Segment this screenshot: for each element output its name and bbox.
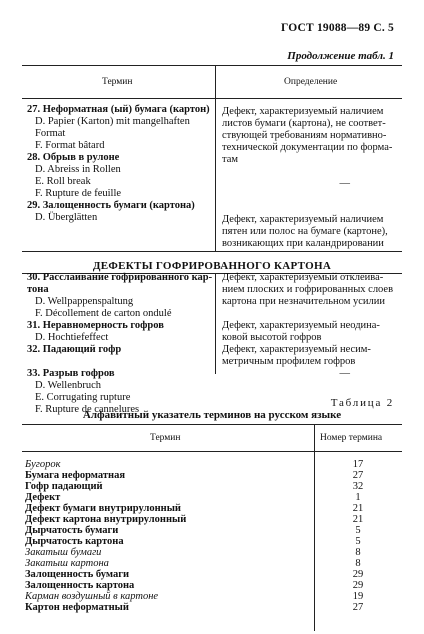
term-line: 33. Разрыв гофров (27, 368, 115, 379)
table-2 (22, 424, 402, 631)
index-term: Дырчатость картона (25, 536, 124, 547)
index-term: Карман воздушный в картоне (25, 591, 159, 602)
term-line: D. Überglätten (35, 212, 98, 223)
index-term: Дырчатость бумаги (25, 525, 119, 536)
term-line: F. Rupture de cannelures (35, 404, 140, 415)
index-term-number: 8 (355, 547, 361, 558)
definition-line: технической документации по формa- (222, 142, 393, 153)
term-line: D. Wellenbruch (35, 380, 102, 391)
term-line: F. Rupture de feuille (35, 188, 122, 199)
term-line: 32. Падающий гофр (27, 344, 122, 355)
term-line: E. Roll break (35, 176, 91, 187)
index-term-number: 17 (352, 459, 364, 470)
table1-definitions (222, 106, 400, 250)
index-term: Закатыш бумаги (25, 547, 102, 558)
definition-line: листов бумаги (картона), не соответ- (222, 118, 386, 129)
table-2-label: Таблица 2 (330, 397, 394, 409)
column-divider (215, 66, 216, 251)
section-title: ДЕФЕКТЫ ГОФРИРОВАННОГО КАРТОНА (92, 260, 332, 272)
definition-line: ковой высотой гофров (222, 332, 322, 343)
index-term: Бугорок (25, 459, 61, 470)
index-term-number: 27 (352, 602, 364, 613)
table-1 (22, 65, 402, 252)
index-term-number: 32 (352, 481, 364, 492)
column-header-definition: Определение (284, 77, 338, 87)
definition-line: Дефект, характеризуемый несим- (222, 344, 371, 355)
term-line: 30. Расслаивание гофрированного кар- (27, 272, 213, 283)
index-term-number: 21 (352, 503, 364, 514)
index-term: Залощенность картона (25, 580, 135, 591)
table2-terms (25, 459, 311, 613)
column-header-term: Термин (150, 433, 181, 443)
column-divider (215, 274, 216, 374)
definition-line: Дефект, характеризуемый отклеива- (222, 272, 384, 283)
term-line: D. Papier (Karton) mit mangelhaften (35, 116, 190, 127)
term-line (27, 356, 213, 368)
table1-terms (27, 104, 213, 224)
index-term-number: 29 (352, 580, 364, 591)
term-line: Format (35, 128, 66, 139)
definition-line: Дефект, характеризуемый неодина- (222, 320, 380, 331)
continuation-label: Продолжение табл. 1 (287, 50, 394, 62)
index-term: Дефект картона внутрирулонный (25, 514, 187, 525)
column-header-term: Термин (102, 77, 133, 87)
definition-line: пятен или полос на бумаге (картоне), (222, 226, 388, 237)
definition-line: ствующей требованиям нормативно- (222, 130, 387, 141)
index-term-number: 8 (355, 558, 361, 569)
term-line: E. Corrugating rupture (35, 392, 131, 403)
term-line: тона (27, 284, 49, 295)
table-2-title: Алфавитный указатель терминов на русском языке (82, 409, 342, 421)
term-line: 31. Неравномерность гофров (27, 320, 164, 331)
definition-line: Дефект, характеризуемый наличием (222, 106, 384, 117)
definition-line (222, 166, 400, 178)
index-term: Бумага неформатная (25, 470, 125, 481)
term-line: F. Décollement de carton ondulé (35, 308, 172, 319)
section-definitions (222, 272, 400, 380)
index-term-number: 5 (355, 536, 361, 547)
section-terms (27, 272, 213, 416)
definition-line: нием плоских и гофрированных слоев (222, 284, 394, 295)
term-line: 27. Неформатная (ый) бумага (картон) (27, 104, 210, 115)
term-line: D. Wellpappenspaltung (35, 296, 134, 307)
index-term: Закатыш картона (25, 558, 109, 569)
index-term-number: 29 (352, 569, 364, 580)
term-line: 28. Обрыв в рулоне (27, 152, 120, 163)
index-term: Картон неформатный (25, 602, 129, 613)
term-line: F. Format bâtard (35, 140, 105, 151)
definition-line: Дефект, характеризуемый наличием (222, 214, 384, 225)
definition-line: метричным профилем гофров (222, 356, 356, 367)
index-term: Гофр падающий (25, 481, 103, 492)
term-line: 29. Залощенность бумаги (картона) (27, 200, 195, 211)
index-term: Дефект бумаги внутрирулонный (25, 503, 181, 514)
index-term: Залощенность бумаги (25, 569, 130, 580)
table2-numbers (317, 459, 399, 613)
term-line: D. Abreiss in Rollen (35, 164, 121, 175)
definition-line: картона при незначительном усилии (222, 296, 385, 307)
index-term-number: 27 (352, 470, 364, 481)
column-divider (314, 425, 315, 631)
index-term-number: 5 (355, 525, 361, 536)
definition-line (222, 190, 400, 202)
definition-line: там (222, 154, 239, 165)
definition-line (222, 308, 400, 320)
definition-line (222, 202, 400, 214)
term-line: D. Hochtiefeffect (35, 332, 109, 343)
definition-line: возникающих при каландрировании (222, 238, 384, 249)
column-header-number: Номер термина (320, 433, 383, 443)
header-divider (22, 451, 402, 452)
index-term-number: 1 (355, 492, 361, 503)
definition-dash: — (339, 368, 350, 379)
index-term-number: 21 (352, 514, 364, 525)
page-header: ГОСТ 19088—89 С. 5 (281, 22, 394, 34)
index-term: Дефект (25, 492, 61, 503)
index-term-number: 19 (352, 591, 364, 602)
header-divider (22, 98, 402, 99)
definition-dash: — (339, 178, 350, 189)
